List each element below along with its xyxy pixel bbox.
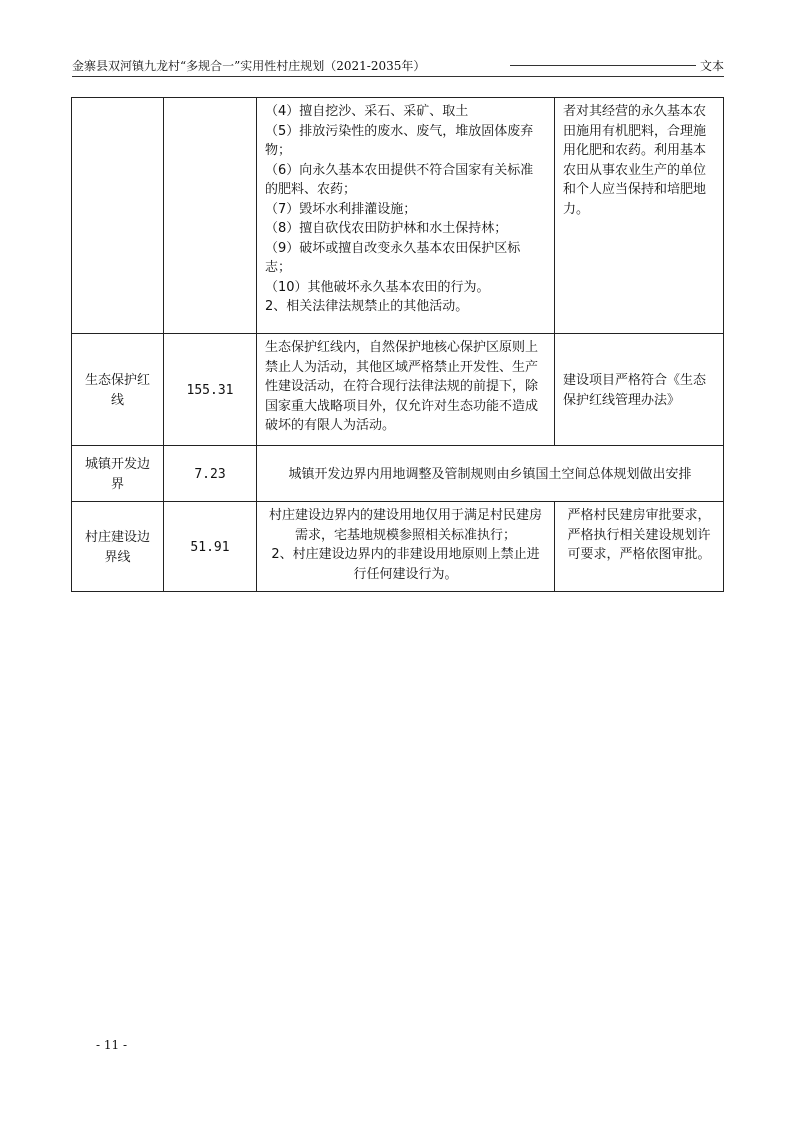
requirement-line: 生态保护红线内，自然保护地核心保护区原则上禁止人为活动，其他区域严格禁止开发性、生产性建设活动，在符合现行法律法规的前提下，除国家重大战略项目外，仅允许对生态功能不造成破坏的有限人为活动。 — [265, 340, 539, 433]
management-note-cell: 严格村民建房审批要求，严格执行相关建设规划许可要求，严格依图审批。 — [555, 502, 724, 592]
requirement-line: （10）其他破坏永久基本农田的行为。 — [265, 279, 490, 295]
table-row-farmland — [72, 98, 724, 334]
table-row-village-boundary — [72, 502, 724, 592]
control-rules-table — [71, 97, 724, 592]
requirement-line: （4）擅自挖沙、采石、采矿、取土 — [265, 104, 469, 119]
requirement-line: 2、相关法律法规禁止的其他活动。 — [265, 299, 469, 314]
zone-area-cell: 51.91 — [164, 502, 257, 592]
zone-area-cell — [164, 98, 257, 334]
management-note-cell: 者对其经营的永久基本农田施用有机肥料，合理施用化肥和农药。利用基本农田从事农业生产的单位和个人应当保持和培肥地力。 — [555, 98, 724, 334]
zone-name-cell — [72, 98, 164, 334]
zone-name-cell: 城镇开发边界 — [72, 446, 164, 502]
requirements-cell — [257, 334, 555, 446]
zone-name-cell: 村庄建设边界线 — [72, 502, 164, 592]
merged-rule-cell: 城镇开发边界内用地调整及管制规则由乡镇国土空间总体规划做出安排 — [257, 446, 724, 502]
table-row-ecological-redline — [72, 334, 724, 446]
header-rule — [72, 76, 724, 77]
document-title: 金寨县双河镇九龙村“多规合一”实用性村庄规划（2021-2035年） — [72, 59, 426, 73]
page-header — [72, 57, 724, 77]
zone-area-cell: 7.23 — [164, 446, 257, 502]
table-row-urban-boundary — [72, 446, 724, 502]
requirements-cell — [257, 98, 555, 334]
requirement-line: （6）向永久基本农田提供不符合国家有关标准的肥料、农药； — [265, 162, 534, 197]
zone-name-cell: 生态保护红线 — [72, 334, 164, 446]
management-note-cell — [555, 334, 724, 446]
zone-area-cell: 155.31 — [164, 334, 257, 446]
requirements-cell — [257, 502, 555, 592]
document-type-label: 文本 — [699, 59, 724, 73]
requirement-line: （8）擅自砍伐农田防护林和水土保持林； — [265, 221, 508, 236]
requirement-line: 2、村庄建设边界内的非建设用地原则上禁止进行任何建设行为。 — [271, 547, 540, 582]
header-dash-line — [510, 65, 696, 66]
requirement-line: （7）毁坏水利排灌设施； — [265, 201, 417, 217]
page-number: - 11 - — [96, 1038, 128, 1052]
requirement-line: （9）破坏或擅自改变永久基本农田保护区标志； — [265, 240, 521, 275]
requirement-line: （5）排放污染性的废水、废气，堆放固体废弃物； — [265, 123, 534, 158]
requirement-line: 村庄建设边界内的建设用地仅用于满足村民建房需求，宅基地规模参照相关标准执行； — [268, 508, 542, 543]
management-note: 建设项目严格符合《生态保护红线管理办法》 — [563, 373, 707, 408]
